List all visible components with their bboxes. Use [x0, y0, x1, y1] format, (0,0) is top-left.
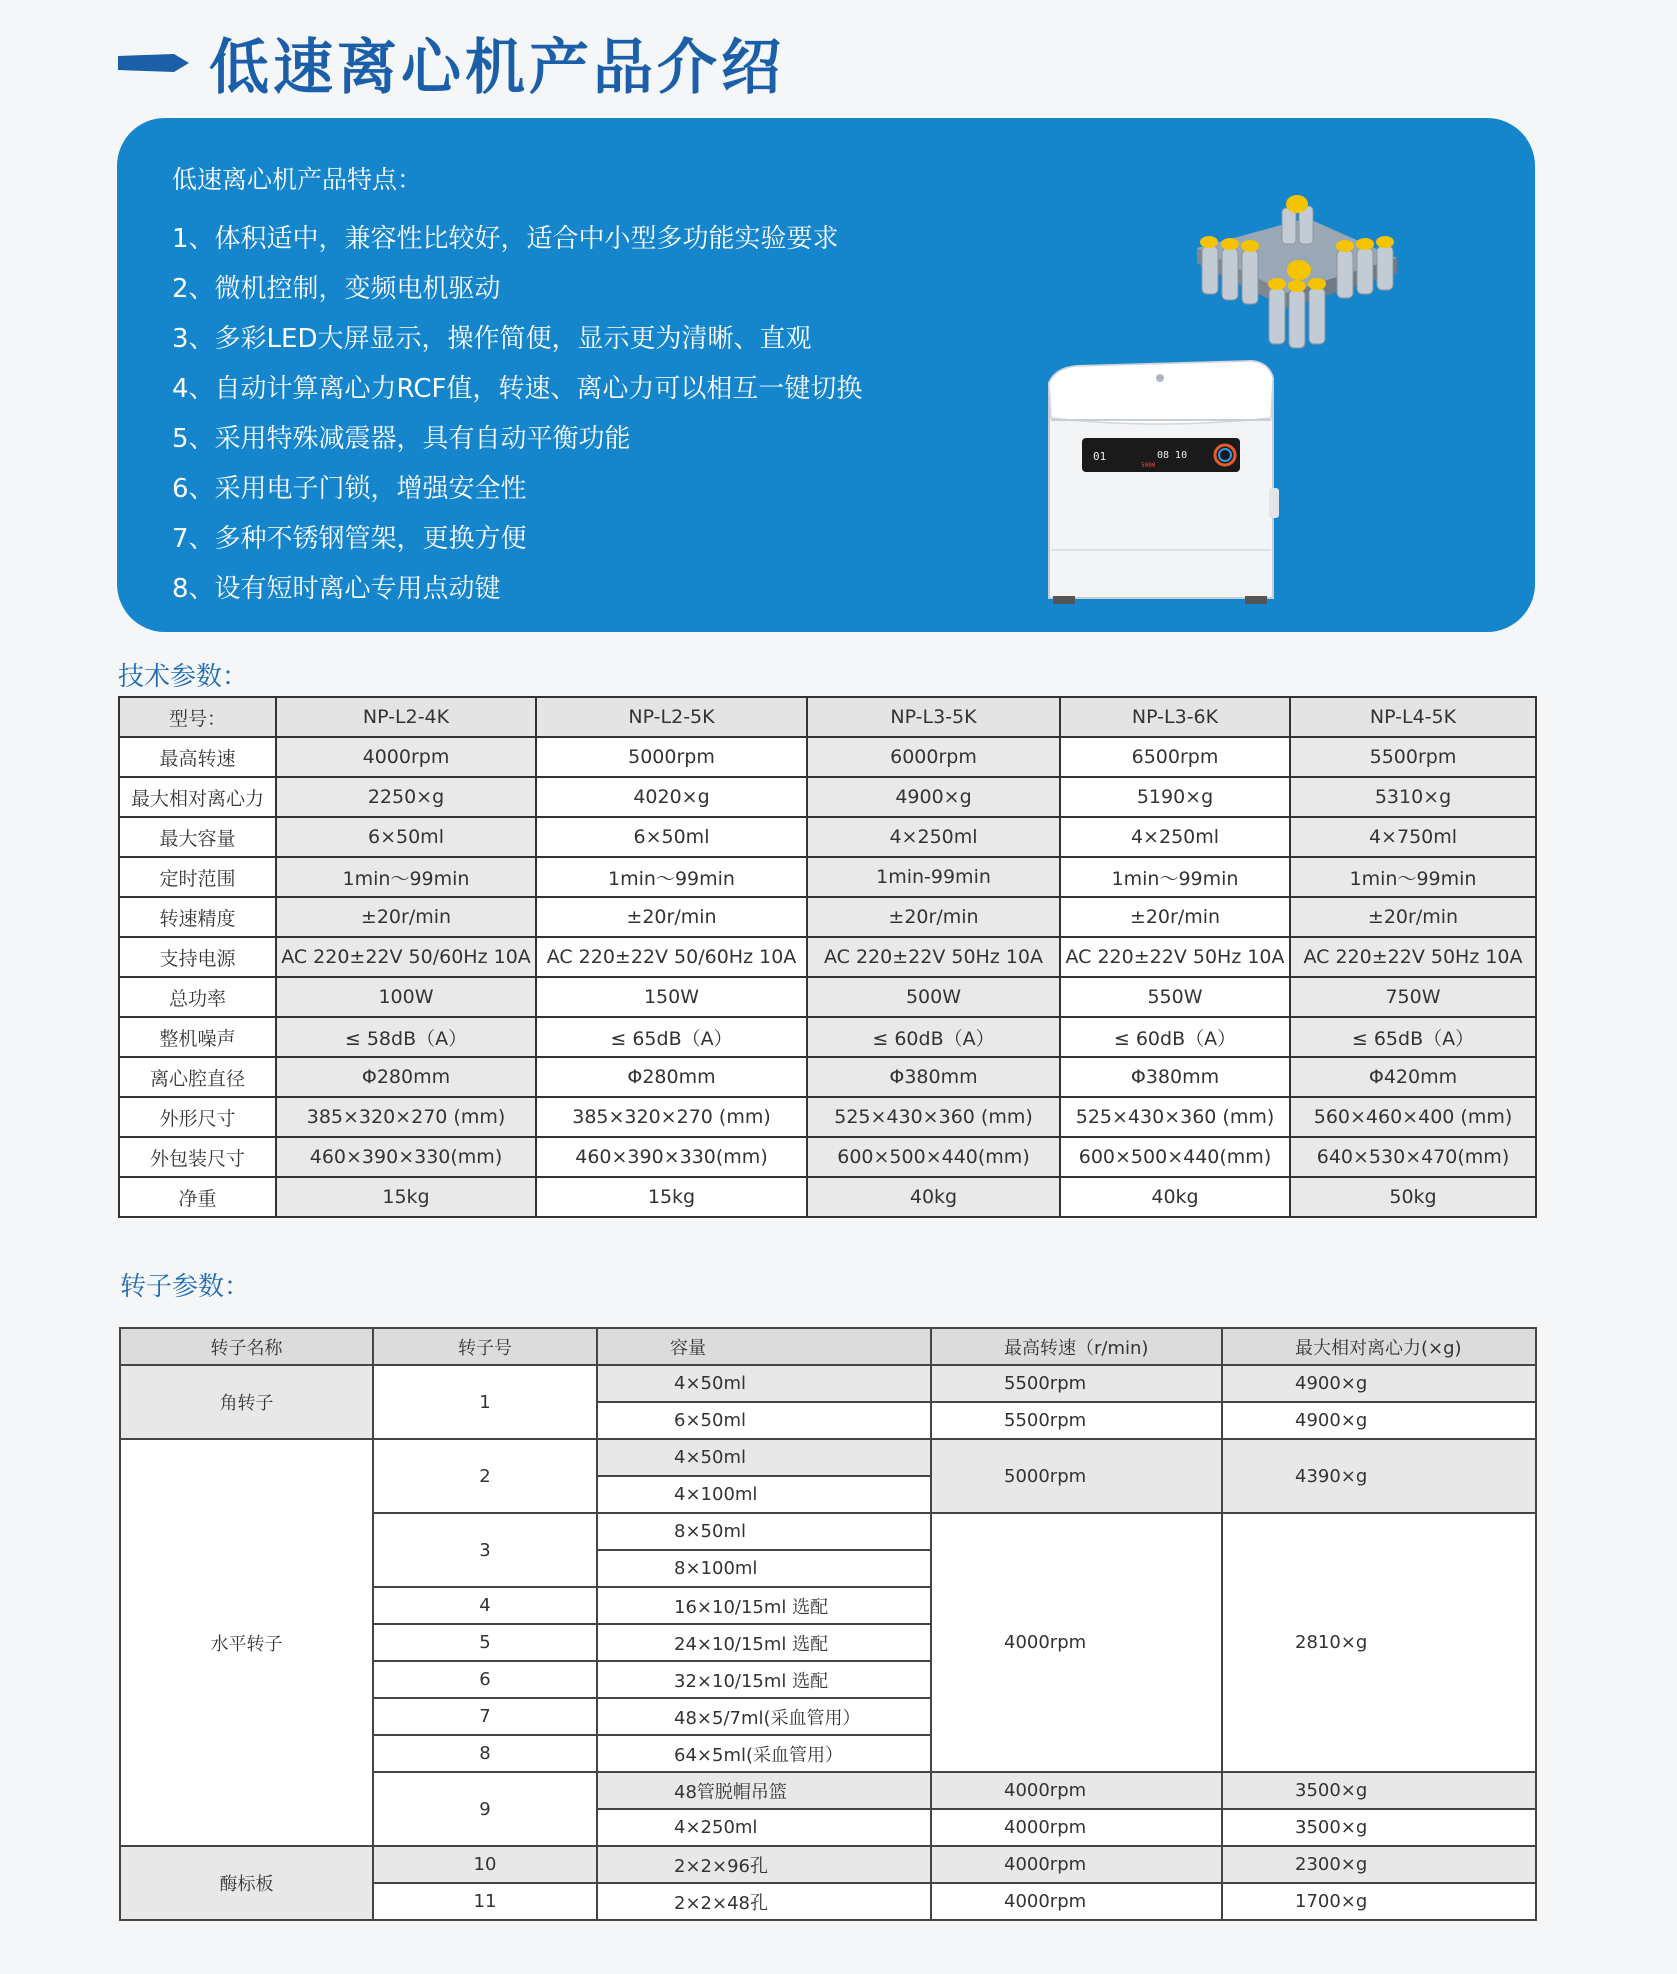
feature-item: 4、自动计算离心力RCF值，转速、离心力可以相互一键切换 — [172, 374, 863, 404]
feature-item: 2、微机控制，变频电机驱动 — [172, 274, 501, 304]
rotor-name-cell: 角转子 — [120, 1365, 373, 1439]
table-row — [119, 857, 1536, 897]
param-value-cell: 600×500×440(mm) — [1060, 1137, 1290, 1177]
param-value-cell: 385×320×270 (mm) — [276, 1097, 536, 1137]
table-row — [119, 777, 1536, 817]
param-value-cell: 4×250ml — [1060, 817, 1290, 857]
param-name-cell: 支持电源 — [119, 937, 276, 977]
param-value-cell: Φ380mm — [807, 1057, 1060, 1097]
param-value-cell: 1min～99min — [1060, 857, 1290, 897]
capacity-cell: 24×10/15ml 选配 — [597, 1624, 931, 1661]
rotor-name-cell: 酶标板 — [120, 1846, 373, 1920]
capacity-cell: 2×2×48孔 — [597, 1883, 931, 1920]
param-value-cell: ±20r/min — [536, 897, 807, 937]
param-name-cell: 最大相对离心力 — [119, 777, 276, 817]
param-value-cell: Φ380mm — [1060, 1057, 1290, 1097]
capacity-cell: 8×100ml — [597, 1550, 931, 1587]
param-value-cell: 6000rpm — [807, 737, 1060, 777]
param-value-cell: Φ420mm — [1290, 1057, 1536, 1097]
centrifuge-product-image — [1037, 168, 1517, 632]
rotor-name-cell: 水平转子 — [120, 1439, 373, 1846]
feature-item: 1、体积适中，兼容性比较好，适合中小型多功能实验要求 — [172, 224, 839, 254]
feature-item: 3、多彩LED大屏显示，操作简便，显示更为清晰、直观 — [172, 324, 812, 354]
speed-cell: 5000rpm — [931, 1439, 1222, 1513]
param-value-cell: 385×320×270 (mm) — [536, 1097, 807, 1137]
param-value-cell: 6×50ml — [276, 817, 536, 857]
table-row — [120, 1846, 1536, 1883]
param-value-cell: 5310×g — [1290, 777, 1536, 817]
speed-cell: 4000rpm — [931, 1846, 1222, 1883]
rotor-num-cell: 6 — [373, 1661, 597, 1698]
param-value-cell: AC 220±22V 50Hz 10A — [1060, 937, 1290, 977]
capacity-cell: 4×100ml — [597, 1476, 931, 1513]
rotor-section-label: 转子参数： — [120, 1272, 251, 1302]
param-value-cell: 5000rpm — [536, 737, 807, 777]
speed-cell: 4000rpm — [931, 1809, 1222, 1846]
header-cell: 转子名称 — [120, 1328, 373, 1365]
param-value-cell: 40kg — [807, 1177, 1060, 1217]
param-value-cell: 1min～99min — [1290, 857, 1536, 897]
param-name-cell: 型号： — [119, 697, 276, 737]
param-value-cell: 600×500×440(mm) — [807, 1137, 1060, 1177]
rotor-num-cell: 11 — [373, 1883, 597, 1920]
feature-panel — [117, 118, 1535, 632]
capacity-cell: 6×50ml — [597, 1402, 931, 1439]
param-value-cell: 15kg — [536, 1177, 807, 1217]
force-cell: 2300×g — [1222, 1846, 1536, 1883]
param-value-cell: 4900×g — [807, 777, 1060, 817]
param-value-cell: 460×390×330(mm) — [276, 1137, 536, 1177]
display-right: 08 10 — [1157, 450, 1188, 461]
param-value-cell: ±20r/min — [1060, 897, 1290, 937]
force-cell: 1700×g — [1222, 1883, 1536, 1920]
centrifuge-body — [1049, 361, 1279, 604]
param-value-cell: ≤ 60dB（A） — [1060, 1017, 1290, 1057]
rotor-num-cell: 9 — [373, 1772, 597, 1846]
param-value-cell: AC 220±22V 50/60Hz 10A — [276, 937, 536, 977]
param-value-cell: 1min～99min — [276, 857, 536, 897]
feature-list — [172, 214, 862, 614]
param-value-cell: 1min～99min — [536, 857, 807, 897]
param-value-cell: 560×460×400 (mm) — [1290, 1097, 1536, 1137]
param-name-cell: 定时范围 — [119, 857, 276, 897]
force-cell: 3500×g — [1222, 1772, 1536, 1809]
header-cell: 转子号 — [373, 1328, 597, 1365]
table-header-row — [119, 697, 1536, 737]
param-value-cell: ±20r/min — [1290, 897, 1536, 937]
param-name-cell: 最高转速 — [119, 737, 276, 777]
param-value-cell: Φ280mm — [536, 1057, 807, 1097]
param-name-cell: 离心腔直径 — [119, 1057, 276, 1097]
capacity-cell: 4×250ml — [597, 1809, 931, 1846]
feature-item: 6、采用电子门锁，增强安全性 — [172, 474, 527, 504]
table-row — [120, 1365, 1536, 1402]
param-value-cell: 40kg — [1060, 1177, 1290, 1217]
param-name-cell: 外形尺寸 — [119, 1097, 276, 1137]
capacity-cell: 4×50ml — [597, 1439, 931, 1476]
param-name-cell: 总功率 — [119, 977, 276, 1017]
force-cell: 2810×g — [1222, 1513, 1536, 1772]
param-value-cell: 100W — [276, 977, 536, 1017]
param-name-cell: 最大容量 — [119, 817, 276, 857]
capacity-cell: 2×2×96孔 — [597, 1846, 931, 1883]
param-value-cell: 525×430×360 (mm) — [1060, 1097, 1290, 1137]
table-row — [119, 1057, 1536, 1097]
tech-param-table — [118, 696, 1537, 1218]
param-value-cell: NP-L2-4K — [276, 697, 536, 737]
rotor-image — [1197, 195, 1397, 348]
param-value-cell: 5190×g — [1060, 777, 1290, 817]
rotor-num-cell: 4 — [373, 1587, 597, 1624]
table-row — [119, 977, 1536, 1017]
param-value-cell: 6500rpm — [1060, 737, 1290, 777]
table-row — [119, 897, 1536, 937]
param-value-cell: NP-L3-6K — [1060, 697, 1290, 737]
param-value-cell: AC 220±22V 50Hz 10A — [1290, 937, 1536, 977]
force-cell: 3500×g — [1222, 1809, 1536, 1846]
param-value-cell: 750W — [1290, 977, 1536, 1017]
tech-section-label: 技术参数： — [118, 662, 249, 692]
param-value-cell: 550W — [1060, 977, 1290, 1017]
table-row — [119, 1017, 1536, 1057]
feature-item: 8、设有短时离心专用点动键 — [172, 574, 501, 604]
param-value-cell: 640×530×470(mm) — [1290, 1137, 1536, 1177]
table-row — [120, 1439, 1536, 1476]
param-name-cell: 外包装尺寸 — [119, 1137, 276, 1177]
param-value-cell: ≤ 58dB（A） — [276, 1017, 536, 1057]
speed-cell: 4000rpm — [931, 1883, 1222, 1920]
table-row — [119, 937, 1536, 977]
param-value-cell: 150W — [536, 977, 807, 1017]
param-value-cell: 4020×g — [536, 777, 807, 817]
display-small: 5000 — [1141, 462, 1156, 469]
param-value-cell: 1min-99min — [807, 857, 1060, 897]
speed-cell: 4000rpm — [931, 1513, 1222, 1772]
param-value-cell: 6×50ml — [536, 817, 807, 857]
table-row — [119, 817, 1536, 857]
speed-cell: 5500rpm — [931, 1365, 1222, 1402]
force-cell: 4900×g — [1222, 1402, 1536, 1439]
param-value-cell: 500W — [807, 977, 1060, 1017]
rotor-num-cell: 10 — [373, 1846, 597, 1883]
display-left: 01 — [1093, 450, 1107, 463]
table-header-row — [120, 1328, 1536, 1365]
capacity-cell: 48管脱帽吊篮 — [597, 1772, 931, 1809]
header-cell: 容量 — [597, 1328, 931, 1365]
param-name-cell: 净重 — [119, 1177, 276, 1217]
param-value-cell: 50kg — [1290, 1177, 1536, 1217]
param-value-cell: ≤ 65dB（A） — [536, 1017, 807, 1057]
table-row — [119, 1177, 1536, 1217]
param-value-cell: AC 220±22V 50Hz 10A — [807, 937, 1060, 977]
page-title — [116, 20, 785, 106]
capacity-cell: 48×5/7ml(采血管用） — [597, 1698, 931, 1735]
param-value-cell: 2250×g — [276, 777, 536, 817]
rotor-num-cell: 7 — [373, 1698, 597, 1735]
param-value-cell: AC 220±22V 50/60Hz 10A — [536, 937, 807, 977]
feature-heading: 低速离心机产品特点： — [172, 165, 423, 194]
table-row — [119, 1137, 1536, 1177]
rotor-num-cell: 3 — [373, 1513, 597, 1587]
speed-cell: 5500rpm — [931, 1402, 1222, 1439]
rotor-num-cell: 1 — [373, 1365, 597, 1439]
table-row — [119, 737, 1536, 777]
param-name-cell: 转速精度 — [119, 897, 276, 937]
header-cell: 最高转速（r/min) — [931, 1328, 1222, 1365]
param-value-cell: 460×390×330(mm) — [536, 1137, 807, 1177]
param-value-cell: 4×250ml — [807, 817, 1060, 857]
arrow-icon — [116, 48, 191, 78]
page-title-text: 低速离心机产品介绍 — [209, 33, 785, 103]
capacity-cell: 32×10/15ml 选配 — [597, 1661, 931, 1698]
rotor-param-table — [119, 1327, 1537, 1921]
capacity-cell: 64×5ml(采血管用） — [597, 1735, 931, 1772]
param-value-cell: 4000rpm — [276, 737, 536, 777]
param-value-cell: 15kg — [276, 1177, 536, 1217]
force-cell: 4900×g — [1222, 1365, 1536, 1402]
param-value-cell: ≤ 60dB（A） — [807, 1017, 1060, 1057]
param-value-cell: ≤ 65dB（A） — [1290, 1017, 1536, 1057]
param-value-cell: 4×750ml — [1290, 817, 1536, 857]
param-value-cell: NP-L3-5K — [807, 697, 1060, 737]
capacity-cell: 8×50ml — [597, 1513, 931, 1550]
param-value-cell: ±20r/min — [276, 897, 536, 937]
param-value-cell: 525×430×360 (mm) — [807, 1097, 1060, 1137]
feature-item: 5、采用特殊减震器，具有自动平衡功能 — [172, 424, 631, 454]
param-value-cell: 5500rpm — [1290, 737, 1536, 777]
param-value-cell: Φ280mm — [276, 1057, 536, 1097]
param-value-cell: ±20r/min — [807, 897, 1060, 937]
header-cell: 最大相对离心力(×g) — [1222, 1328, 1536, 1365]
force-cell: 4390×g — [1222, 1439, 1536, 1513]
param-value-cell: NP-L4-5K — [1290, 697, 1536, 737]
param-name-cell: 整机噪声 — [119, 1017, 276, 1057]
rotor-num-cell: 2 — [373, 1439, 597, 1513]
rotor-num-cell: 8 — [373, 1735, 597, 1772]
capacity-cell: 16×10/15ml 选配 — [597, 1587, 931, 1624]
rotor-num-cell: 5 — [373, 1624, 597, 1661]
capacity-cell: 4×50ml — [597, 1365, 931, 1402]
speed-cell: 4000rpm — [931, 1772, 1222, 1809]
param-value-cell: NP-L2-5K — [536, 697, 807, 737]
table-row — [119, 1097, 1536, 1137]
feature-item: 7、多种不锈钢管架，更换方便 — [172, 524, 527, 554]
